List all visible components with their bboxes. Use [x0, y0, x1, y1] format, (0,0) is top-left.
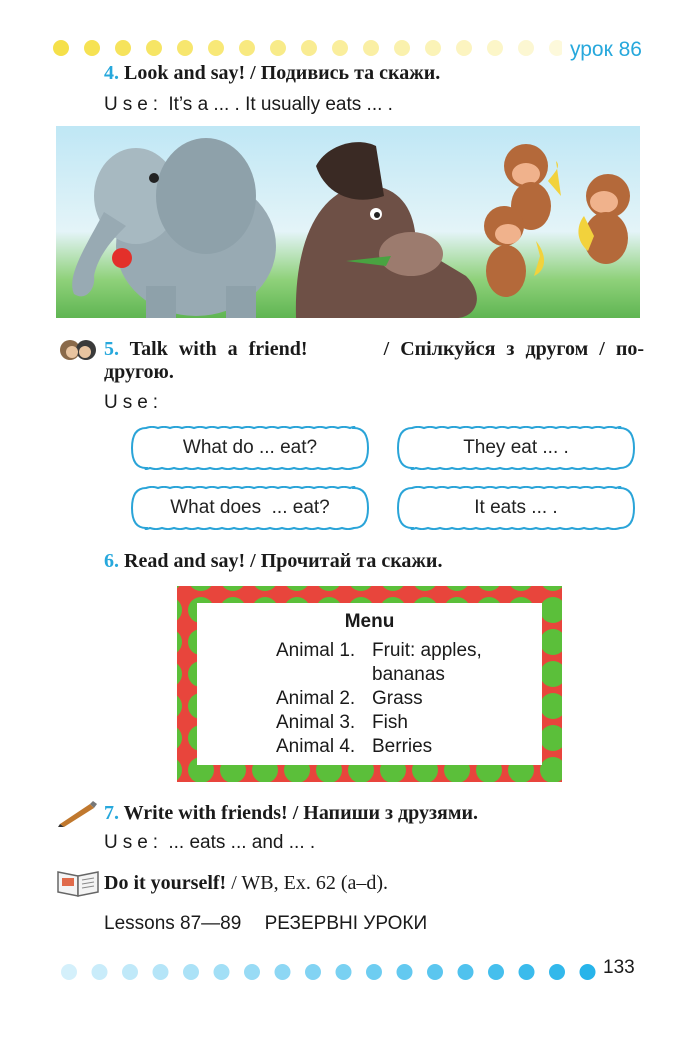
menu-title: Menu	[344, 611, 395, 632]
decorative-dot	[122, 964, 138, 980]
lessons-range: Lessons 87—89	[104, 913, 242, 934]
task4-number: 4.	[104, 62, 119, 84]
lesson-label: урок 86	[569, 38, 642, 61]
task4-use-label: Use:	[104, 94, 164, 115]
reserve-lessons-label: РЕЗЕРВНІ УРОКИ	[264, 913, 428, 934]
task5-use-line	[104, 392, 163, 414]
task5-title-en: Talk with a friend!	[129, 338, 308, 360]
decorative-dot	[332, 40, 348, 56]
menu-animal: Animal 1.	[276, 640, 356, 661]
speech-bubble	[130, 486, 370, 530]
task7-title	[104, 802, 478, 825]
bottom-dots-decoration	[60, 962, 600, 982]
menu-row	[276, 735, 432, 759]
decorative-dot	[488, 964, 504, 980]
book-icon	[56, 868, 100, 898]
decorative-dot	[275, 964, 291, 980]
animals-illustration	[56, 126, 640, 318]
task7-title-en: Write with friends!	[123, 802, 288, 824]
decorative-dot	[115, 40, 131, 56]
decorative-dot	[458, 964, 474, 980]
task7-use-text: ... eats ... and ... .	[168, 832, 316, 853]
homework-line	[104, 872, 388, 895]
decorative-dot	[518, 40, 534, 56]
task6-title-ua: / Прочитай та скажи.	[250, 550, 443, 572]
page-number: 133	[603, 957, 635, 978]
task6-title-en: Read and say!	[124, 550, 246, 572]
task5-number: 5.	[104, 338, 119, 360]
menu-row	[276, 639, 482, 663]
task7-use-line	[104, 832, 315, 854]
task5-title-ua-line1: / Спілкуйся з другом / по-	[383, 338, 644, 360]
decorative-dot	[366, 964, 382, 980]
decorative-dot	[214, 964, 230, 980]
menu-animal: Animal 2.	[276, 688, 356, 709]
menu-food: Fruit: apples,	[372, 640, 482, 661]
decorative-dot	[61, 964, 77, 980]
bubble-text: They eat ... .	[463, 437, 569, 458]
decorative-dot	[456, 40, 472, 56]
menu-row	[276, 687, 423, 711]
task4-use-text: It’s a ... . It usually eats ... .	[168, 94, 393, 115]
decorative-dot	[427, 964, 443, 980]
task4-title-en: Look and say!	[124, 62, 246, 84]
menu-food: Fish	[372, 712, 408, 733]
menu-row	[276, 711, 408, 735]
decorative-dot	[363, 40, 379, 56]
decorative-dot	[183, 964, 199, 980]
decorative-dot	[519, 964, 535, 980]
decorative-dot	[84, 40, 100, 56]
decorative-dot	[549, 964, 565, 980]
speech-bubble	[396, 426, 636, 470]
task4-use-line	[104, 94, 393, 116]
decorative-dot	[425, 40, 441, 56]
task6-number: 6.	[104, 550, 119, 572]
decorative-dot	[270, 40, 286, 56]
task5-title-ua-line2: другою.	[104, 361, 174, 383]
menu-row	[276, 663, 445, 687]
decorative-dot	[92, 964, 108, 980]
menu-animal: Animal 3.	[276, 712, 356, 733]
decorative-dot	[394, 40, 410, 56]
pen-icon	[56, 800, 98, 828]
friends-icon	[58, 338, 98, 362]
menu-food: Grass	[372, 688, 423, 709]
menu-content	[197, 603, 542, 765]
decorative-dot	[397, 964, 413, 980]
homework-title: Do it yourself!	[104, 872, 227, 894]
bubble-text: What do ... eat?	[182, 437, 318, 458]
task7-number: 7.	[104, 802, 119, 824]
decorative-dot	[305, 964, 321, 980]
speech-bubble	[396, 486, 636, 530]
decorative-dot	[153, 964, 169, 980]
top-dots-decoration	[52, 38, 562, 58]
decorative-dot	[239, 40, 255, 56]
menu-animal: Animal 4.	[276, 736, 356, 757]
decorative-dot	[244, 964, 260, 980]
speech-bubble	[130, 426, 370, 470]
decorative-dot	[549, 40, 562, 56]
menu-food: bananas	[372, 664, 445, 685]
task7-use-label: Use:	[104, 832, 164, 853]
task7-title-ua: / Напиши з друзями.	[292, 802, 479, 824]
homework-ref: / WB, Ex. 62 (a–d).	[231, 872, 389, 894]
menu-food: Berries	[372, 736, 433, 757]
reserve-lessons-line	[104, 913, 427, 935]
decorative-dot	[301, 40, 317, 56]
bubble-text: It eats ... .	[474, 497, 558, 518]
bubble-text: What does ... eat?	[170, 497, 330, 518]
decorative-dot	[208, 40, 224, 56]
decorative-dot	[177, 40, 193, 56]
menu-card	[177, 586, 562, 782]
task4-title	[104, 62, 440, 85]
task5-title	[104, 338, 644, 384]
decorative-dot	[487, 40, 503, 56]
decorative-dot	[146, 40, 162, 56]
task4-title-ua: / Подивись та скажи.	[250, 62, 441, 84]
task5-use-label: Use:	[104, 392, 164, 413]
decorative-dot	[580, 964, 596, 980]
decorative-dot	[336, 964, 352, 980]
decorative-dot	[53, 40, 69, 56]
task6-title	[104, 550, 442, 573]
